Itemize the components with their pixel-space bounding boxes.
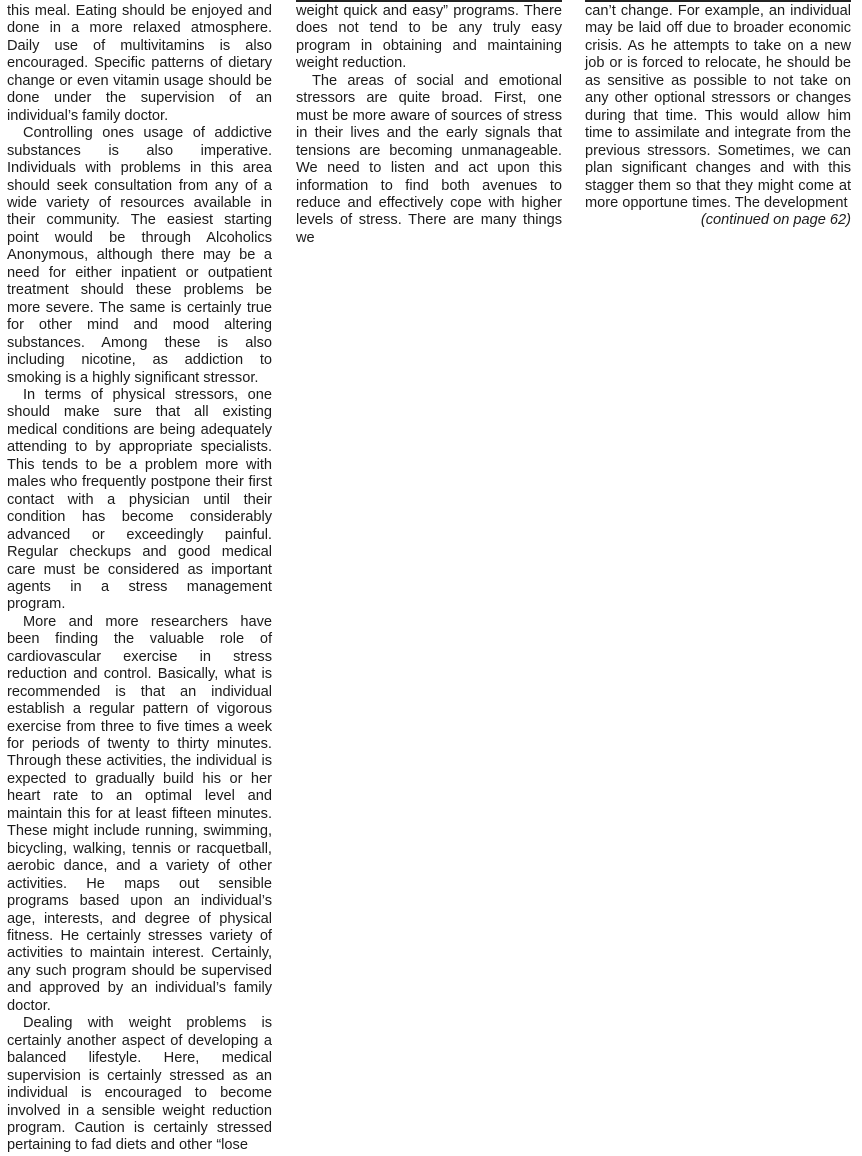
article-column-1 — [7, 3, 272, 1155]
paragraph: can’t change. For example, an individual may be laid off due to broader economic crisis. As he attempts to take on a new job or is forced to relocate, he should be as sensitive as possible to not take on any other optional stressors or changes during that time. This would allow him time to assimilate and integrate from the previous stressors. Sometimes, we can plan significant changes and with this stagger them so that they might come at more opportune times. The development — [585, 3, 851, 211]
article-column-3 — [585, 3, 851, 230]
paragraph: Controlling ones usage of addictive substances is also imperative. Individuals with problems in this area should seek consultation from any of a wide variety of resources available in their community. The easiest starting point would be through Alcoholics Anonymous, although there may be a need for either inpatient or outpatient treatment should these problems be more severe. The same is certainly true for other mind and mood altering substances. Among these is also including nicotine, as addiction to smoking is a highly significant stressor. — [7, 125, 272, 386]
paragraph: The areas of social and emotional stressors are quite broad. First, one must be more aware of sources of stress in their lives and the early signals that tensions are becoming unmanageable. We need to listen and act upon this information to find both avenues to reduce and effectively cope with higher levels of stress. There are many things we — [296, 72, 562, 246]
column-divider-rule — [585, 0, 851, 2]
paragraph: More and more researchers have been finding the valuable role of cardiovascular exercise in stress reduction and control. Basically, what is recommended is that an individual establish a regular pattern of vigorous exercise from three to five times a week for periods of twenty to thirty minutes. Through these activities, the individual is expected to gradually build his or her heart rate to an optimal level and maintain this for at least fifteen minutes. These might include running, swimming, bicycling, walking, tennis or racquetball, aerobic dance, and a variety of other activities. He maps out sensible programs based upon an individual’s age, interests, and degree of physical fitness. He certainly stresses variety of activities to maintain interest. Certainly, any such program should be supervised and approved by an individual’s family doctor. — [7, 613, 272, 1014]
paragraph: this meal. Eating should be enjoyed and done in a more relaxed atmosphere. Daily use of multivitamins is also encouraged. Specific patterns of dietary change or even vitamin usage should be done under the supervision of an individual’s family doctor. — [7, 3, 272, 124]
article-column-2 — [296, 3, 562, 247]
paragraph: weight quick and easy” programs. There does not tend to be any truly easy program in obtaining and maintaining weight reduction. — [296, 3, 562, 72]
paragraph: Dealing with weight problems is certainly another aspect of developing a balanced lifestyle. Here, medical supervision is certainly stressed as an individual is encouraged to become involved in a sensible weight reduction program. Caution is certainly stressed pertaining to fad diets and other “lose — [7, 1015, 272, 1154]
continued-notice: (continued on page 62) — [700, 212, 851, 229]
column-divider-rule — [296, 0, 562, 2]
paragraph: In terms of physical stressors, one should make sure that all existing medical conditions are being adequately attending to by appropriate specialists. This tends to be a problem more with males who frequently postpone their first contact with a physician until their condition has become considerably advanced or exceedingly painful. Regular checkups and good medical care must be considered as important agents in a stress management program. — [7, 386, 272, 613]
